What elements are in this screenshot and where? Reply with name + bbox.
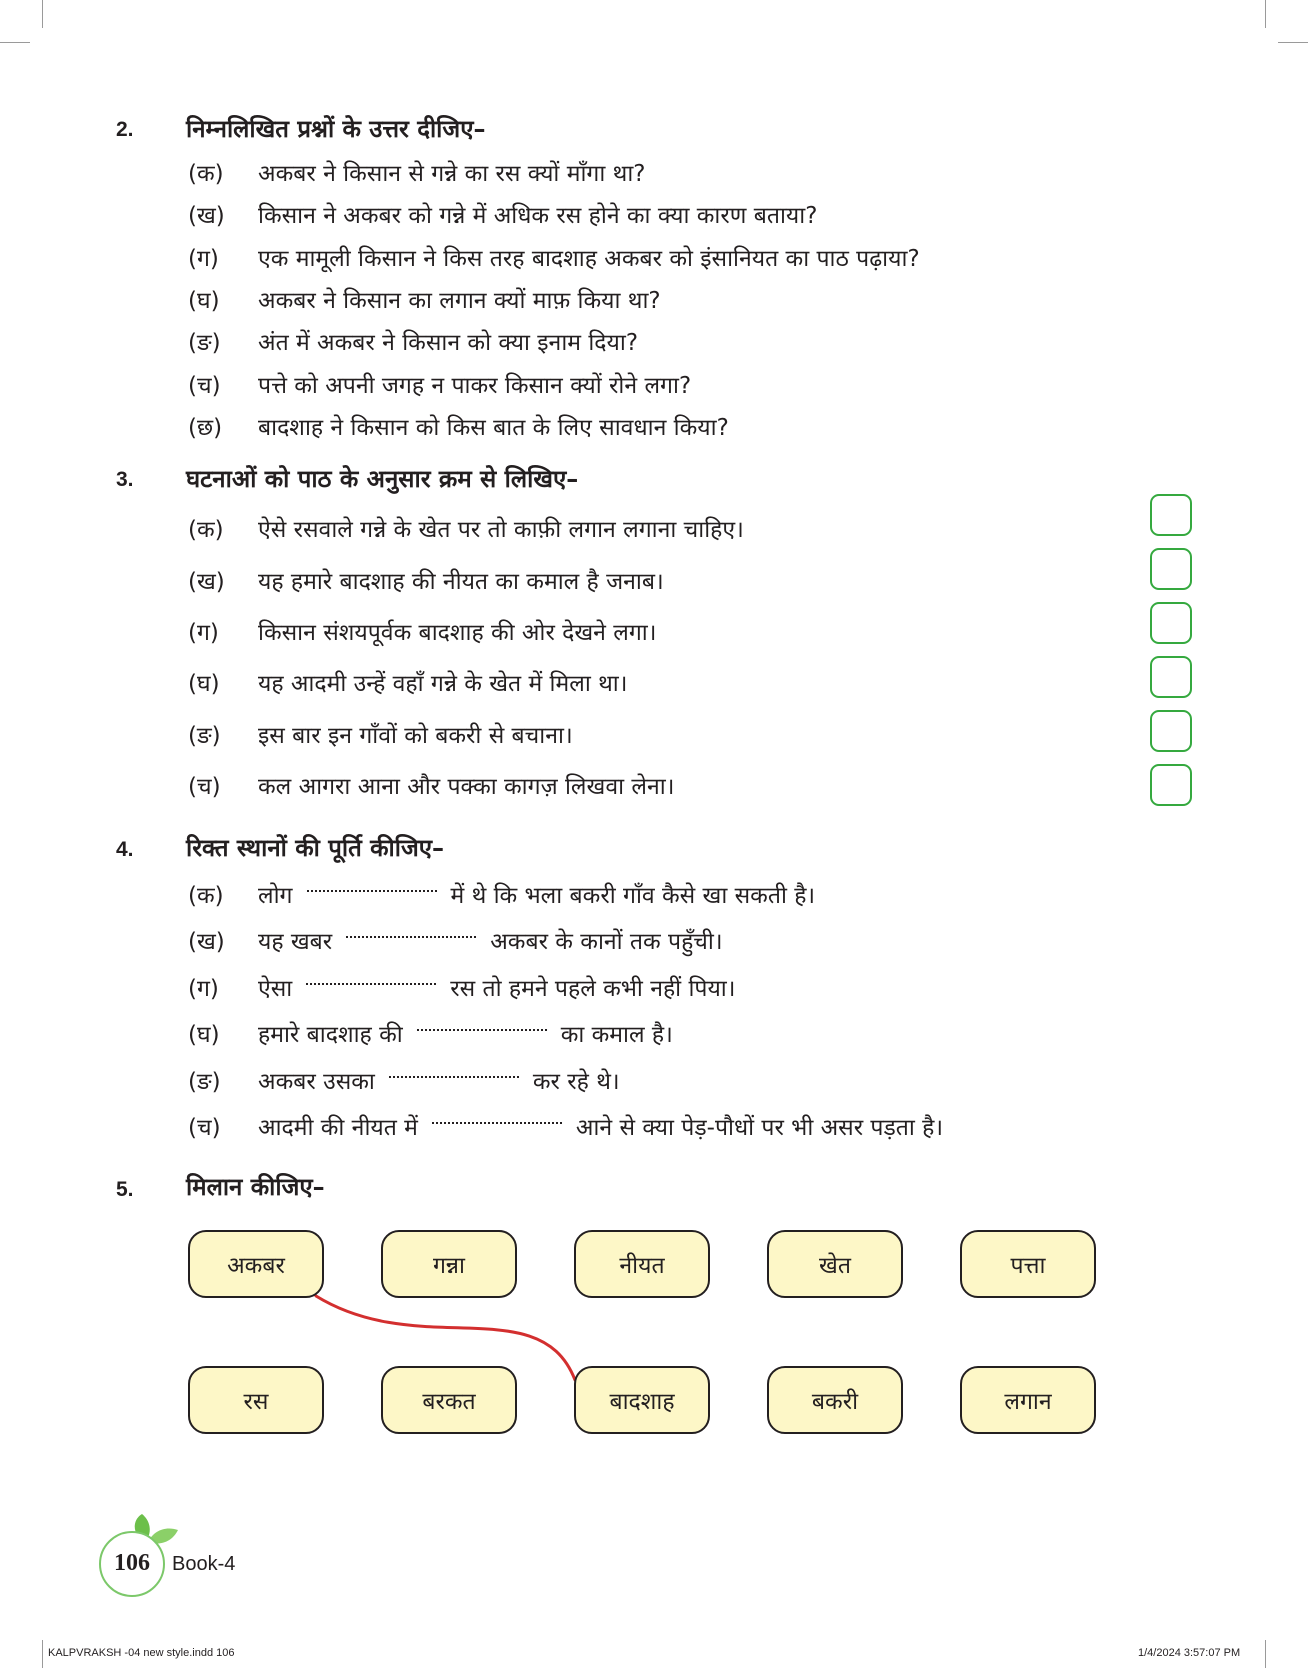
blank-line[interactable] <box>307 890 437 892</box>
item-label: (घ) <box>188 671 220 697</box>
item-label: (क) <box>188 517 224 543</box>
answer-box[interactable] <box>1150 764 1192 806</box>
item-text: इस बार इन गाँवों को बकरी से बचाना। <box>258 723 573 749</box>
item-text: ऐसे रसवाले गन्ने के खेत पर तो काफ़ी लगान लगाना चाहिए। <box>258 517 744 543</box>
item-label: (च) <box>188 1115 221 1141</box>
fill-blank-item <box>188 924 723 956</box>
question-title: रिक्त स्थानों की पूर्ति कीजिए– <box>186 834 445 862</box>
item-label: (छ) <box>188 415 223 441</box>
match-top-item[interactable]: अकबर <box>188 1230 324 1298</box>
item-text: अकबर ने किसान से गन्ने का रस क्यों माँगा था? <box>258 161 646 187</box>
question-item <box>188 410 729 442</box>
item-label: (ङ) <box>188 723 221 749</box>
item-label: (च) <box>188 373 221 399</box>
crop-mark <box>1278 42 1308 43</box>
match-top-item[interactable]: खेत <box>767 1230 903 1298</box>
item-text: पत्ते को अपनी जगह न पाकर किसान क्यों रोने लगा? <box>258 373 692 399</box>
answer-box[interactable] <box>1150 602 1192 644</box>
fill-blank-item <box>188 878 815 910</box>
question-number: 2. <box>116 118 134 141</box>
item-text: किसान ने अकबर को गन्ने में अधिक रस होने का क्या कारण बताया? <box>258 203 818 229</box>
item-label: (ङ) <box>188 330 221 356</box>
item-label: (च) <box>188 774 221 800</box>
match-top-item[interactable]: नीयत <box>574 1230 710 1298</box>
blank-line[interactable] <box>306 983 436 985</box>
crop-mark <box>1265 1640 1266 1668</box>
item-text-after: आने से क्या पेड़-पौधों पर भी असर पड़ता है। <box>575 1115 944 1141</box>
item-text: यह हमारे बादशाह की नीयत का कमाल है जनाब। <box>258 569 664 595</box>
fill-blank-item <box>188 971 736 1003</box>
match-bottom-item[interactable]: बरकत <box>381 1366 517 1434</box>
question-item <box>188 241 920 273</box>
match-top-item[interactable]: पत्ता <box>960 1230 1096 1298</box>
item-text-before: हमारे बादशाह की <box>258 1022 403 1048</box>
blank-line[interactable] <box>389 1076 519 1078</box>
match-bottom-item[interactable]: बादशाह <box>574 1366 710 1434</box>
crop-mark <box>42 0 43 28</box>
question-item <box>188 718 573 750</box>
item-label: (घ) <box>188 288 220 314</box>
page-number: 106 <box>114 1550 150 1576</box>
print-timestamp: 1/4/2024 3:57:07 PM <box>1138 1647 1241 1659</box>
question-title: मिलान कीजिए– <box>186 1173 325 1201</box>
question-item <box>188 769 674 801</box>
item-text-after: का कमाल है। <box>560 1022 673 1048</box>
crop-mark <box>1265 0 1266 28</box>
question-number: 5. <box>116 1178 134 1201</box>
item-text: यह आदमी उन्हें वहाँ गन्ने के खेत में मिला था। <box>258 671 628 697</box>
item-text-before: आदमी की नीयत में <box>258 1115 418 1141</box>
question-title: निम्नलिखित प्रश्नों के उत्तर दीजिए– <box>186 115 486 143</box>
match-top-item[interactable]: गन्ना <box>381 1230 517 1298</box>
answer-box[interactable] <box>1150 710 1192 752</box>
match-bottom-item[interactable]: लगान <box>960 1366 1096 1434</box>
item-label: (क) <box>188 883 224 909</box>
answer-box[interactable] <box>1150 656 1192 698</box>
blank-line[interactable] <box>417 1029 547 1031</box>
item-text: कल आगरा आना और पक्का कागज़ लिखवा लेना। <box>258 774 675 800</box>
question-title: घटनाओं को पाठ के अनुसार क्रम से लिखिए– <box>186 465 579 493</box>
answer-box[interactable] <box>1150 548 1192 590</box>
blank-line[interactable] <box>346 936 476 938</box>
fill-blank-item <box>188 1110 943 1142</box>
fill-blank-item <box>188 1064 620 1096</box>
item-text: अकबर ने किसान का लगान क्यों माफ़ किया था? <box>258 288 661 314</box>
item-label: (क) <box>188 161 224 187</box>
item-label: (घ) <box>188 1022 220 1048</box>
item-text: एक मामूली किसान ने किस तरह बादशाह अकबर को इंसानियत का पाठ पढ़ाया? <box>258 246 920 272</box>
question-item <box>188 564 664 596</box>
match-bottom-item[interactable]: बकरी <box>767 1366 903 1434</box>
item-text: किसान संशयपूर्वक बादशाह की ओर देखने लगा। <box>258 620 657 646</box>
book-label: Book-4 <box>172 1553 236 1575</box>
item-text-after: कर रहे थे। <box>532 1069 620 1095</box>
question-item <box>188 283 661 315</box>
item-text-after: अकबर के कानों तक पहुँची। <box>490 929 723 955</box>
question-number: 3. <box>116 468 134 491</box>
question-item <box>188 512 744 544</box>
item-text-before: लोग <box>258 883 293 909</box>
item-label: (ख) <box>188 203 225 229</box>
question-item <box>188 198 817 230</box>
item-text: बादशाह ने किसान को किस बात के लिए सावधान किया? <box>258 415 729 441</box>
item-label: (ग) <box>188 246 219 272</box>
item-text: अंत में अकबर ने किसान को क्या इनाम दिया? <box>258 330 639 356</box>
blank-line[interactable] <box>432 1122 562 1124</box>
question-item <box>188 368 691 400</box>
question-item <box>188 325 638 357</box>
question-item <box>188 615 656 647</box>
fill-blank-item <box>188 1017 673 1049</box>
question-item <box>188 156 646 188</box>
crop-mark <box>42 1640 43 1668</box>
item-text-after: रस तो हमने पहले कभी नहीं पिया। <box>450 976 736 1002</box>
question-number: 4. <box>116 838 134 861</box>
answer-box[interactable] <box>1150 494 1192 536</box>
item-label: (ग) <box>188 620 219 646</box>
item-label: (ग) <box>188 976 219 1002</box>
item-text-before: अकबर उसका <box>258 1069 375 1095</box>
item-text-after: में थे कि भला बकरी गाँव कैसे खा सकती है। <box>450 883 816 909</box>
question-item <box>188 666 627 698</box>
crop-mark <box>0 42 30 43</box>
item-text-before: ऐसा <box>258 976 293 1002</box>
item-label: (ख) <box>188 569 225 595</box>
match-bottom-item[interactable]: रस <box>188 1366 324 1434</box>
item-label: (ख) <box>188 929 225 955</box>
item-text-before: यह खबर <box>258 929 333 955</box>
print-file-info: KALPVRAKSH -04 new style.indd 106 <box>48 1647 235 1659</box>
item-label: (ङ) <box>188 1069 221 1095</box>
